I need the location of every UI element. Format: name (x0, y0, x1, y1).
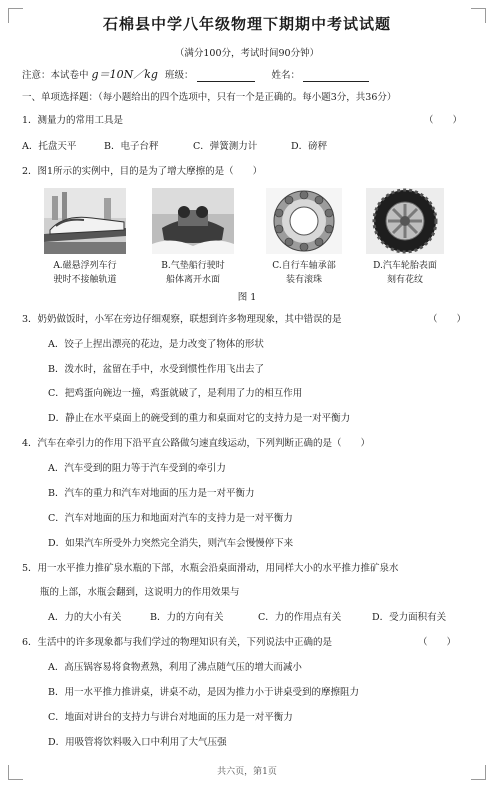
image-a-caption-line1: A.磁悬浮列车行 (53, 261, 117, 271)
hovercraft-photo (152, 188, 234, 254)
notice-prefix: 注意：本试卷中 (22, 70, 89, 81)
question-1-stem: 1．测量力的常用工具是 (22, 115, 124, 126)
question-6-option-d[interactable]: D．用吸管将饮料吸入口中利用了大气压强 (48, 737, 227, 748)
name-input-blank[interactable] (303, 71, 369, 82)
image-b-caption (149, 259, 237, 287)
question-4-option-b[interactable]: B．汽车的重力和汽车对地面的压力是一对平衡力 (48, 488, 255, 499)
image-c-caption-line2: 装有滚珠 (285, 275, 322, 285)
question-5-stem-line2: 瓶的上部，水瓶会翻到，这说明力的作用效果与 (40, 587, 240, 598)
ball-bearing-photo (266, 188, 342, 254)
question-5-option-b[interactable]: B．力的方向有关 (150, 612, 224, 623)
image-c-caption (260, 259, 348, 287)
exam-title: 石棉县中学八年级物理下期期中考试试题 (102, 15, 391, 33)
question-2-stem: 2．图1所示的实例中，目的是为了增大摩擦的是（ ） (22, 166, 263, 177)
question-3-option-a[interactable]: A．饺子上捏出漂亮的花边，是力改变了物体的形状 (48, 339, 264, 350)
image-c-caption-line1: C.自行车轴承部 (272, 261, 336, 271)
question-1-option-a[interactable]: A．托盘天平 (22, 141, 77, 152)
class-input-blank[interactable] (197, 71, 255, 82)
question-3-answer-paren[interactable]: （ ） (428, 314, 467, 325)
figure-1-label: 图 1 (237, 292, 257, 303)
question-5-option-a[interactable]: A．力的大小有关 (48, 612, 122, 623)
question-4-option-c[interactable]: C．汽车对地面的压力和地面对汽车的支持力是一对平衡力 (48, 513, 293, 524)
question-6-answer-paren[interactable]: （ ） (418, 637, 457, 648)
question-4-option-d[interactable]: D．如果汽车所受外力突然完全消失，则汽车会慢慢停下来 (48, 538, 294, 549)
question-6-option-a[interactable]: A．高压锅容易将食物煮熟，利用了沸点随气压的增大而减小 (48, 662, 302, 673)
name-label: 姓名： (271, 70, 301, 81)
question-5-stem-line1: 5．用一水平推力推矿泉水瓶的下部，水瓶会沿桌面滑动，用同样大小的水平推力推矿泉水 (22, 563, 399, 574)
notice-line (22, 66, 369, 82)
question-4-option-a[interactable]: A．汽车受到的阻力等于汽车受到的牵引力 (48, 463, 226, 474)
gravity-formula: g＝10N／kg (91, 68, 158, 81)
question-5-option-c[interactable]: C．力的作用点有关 (258, 612, 342, 623)
section-header: 一、单项选择题：（每小题给出的四个选项中，只有一个是正确的。每小题3分，共36分） (22, 92, 397, 103)
question-6-option-c[interactable]: C．地面对讲台的支持力与讲台对地面的压力是一对平衡力 (48, 712, 293, 723)
question-6-option-b[interactable]: B．用一水平推力推讲桌，讲桌不动，是因为推力小于讲桌受到的摩擦阻力 (48, 687, 359, 698)
car-tire-photo (366, 188, 444, 254)
question-6-stem: 6．生活中的许多现象都与我们学过的物理知识有关，下列说法中正确的是 (22, 637, 333, 648)
question-1-answer-paren[interactable]: （ ） (424, 115, 463, 126)
image-d-caption-line2: 刻有花纹 (386, 275, 423, 285)
question-1-option-b[interactable]: B．电子台秤 (104, 141, 159, 152)
question-3-option-b[interactable]: B．泼水时，盆留在手中，水受到惯性作用飞出去了 (48, 364, 264, 375)
exam-subtitle: （满分100分，考试时间90分钟） (174, 48, 320, 59)
question-4-stem: 4．汽车在牵引力的作用下沿平直公路做匀速直线运动，下列判断正确的是（ ） (22, 438, 371, 449)
image-b-caption-line1: B.气垫船行驶时 (161, 261, 225, 271)
maglev-train-photo (44, 188, 126, 254)
page-footer: 共六页，第1页 (217, 767, 277, 777)
image-b-caption-line2: 船体离开水面 (165, 275, 220, 285)
class-label: 班级： (164, 70, 194, 81)
question-3-option-c[interactable]: C．把鸡蛋向碗边一撞，鸡蛋就破了，是利用了力的相互作用 (48, 388, 303, 399)
question-1-option-d[interactable]: D．磅秤 (291, 141, 328, 152)
question-1-option-c[interactable]: C．弹簧测力计 (193, 141, 258, 152)
question-5-option-d[interactable]: D．受力面积有关 (372, 612, 447, 623)
question-3-option-d[interactable]: D．静止在水平桌面上的碗受到的重力和桌面对它的支持力是一对平衡力 (48, 413, 351, 424)
image-d-caption (361, 259, 449, 287)
image-a-caption (41, 259, 129, 287)
image-d-caption-line1: D.汽车轮胎表面 (373, 261, 437, 271)
image-a-caption-line2: 驶时不接触轨道 (53, 275, 117, 285)
question-3-stem: 3．奶奶做饭时，小军在旁边仔细观察，联想到许多物理现象，其中错误的是 (22, 314, 342, 325)
